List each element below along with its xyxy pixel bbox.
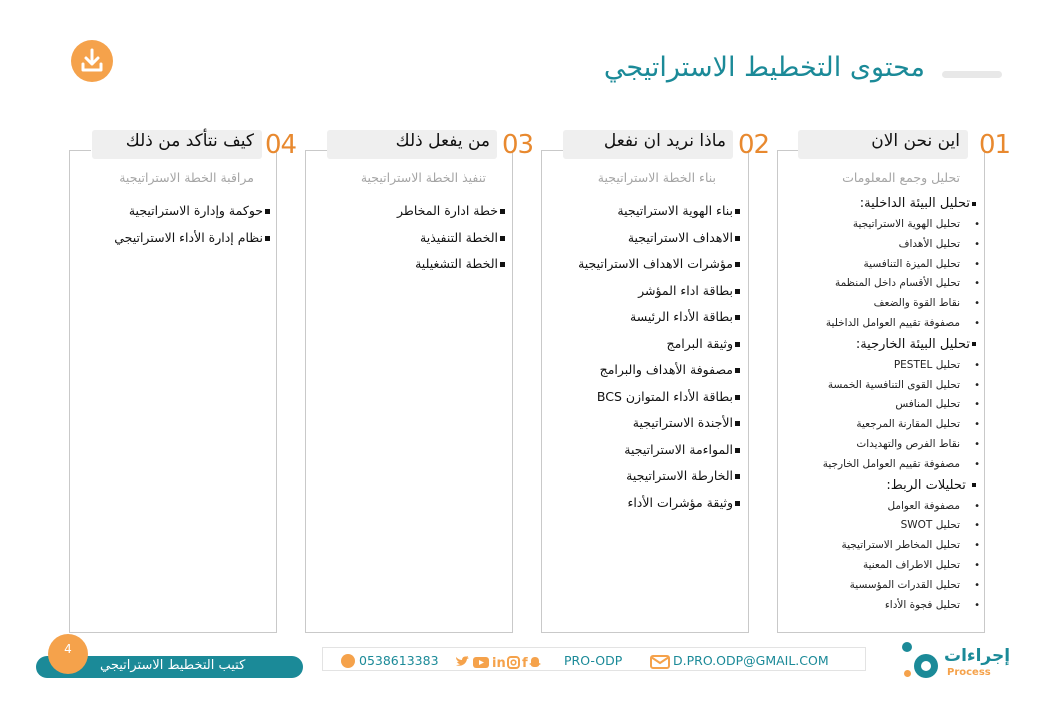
email-icon xyxy=(650,655,670,669)
list-item: • تحليل الاطراف المعنية xyxy=(823,556,976,576)
column-01-subtitle: تحليل وجمع المعلومات xyxy=(842,170,960,185)
list-item: بطاقة الأداء المتوازن BCS xyxy=(578,384,740,411)
list-item: بطاقة الأداء الرئيسة xyxy=(578,304,740,331)
list-section: تحليلات الربط: xyxy=(823,475,976,497)
list-item: الاهداف الاستراتيجية xyxy=(578,225,740,252)
list-item: • تحليل القدرات المؤسسية xyxy=(823,576,976,596)
logo xyxy=(900,640,1010,685)
twitter-icon xyxy=(456,656,469,666)
list-item: • تحليل المخاطر الاستراتيجية xyxy=(823,536,976,556)
linkedin-icon: in xyxy=(492,656,506,669)
list-item: مصفوفة الأهداف والبرامج xyxy=(578,357,740,384)
list-item: • تحليل المقارنة المرجعية xyxy=(823,415,976,435)
list-item: الخطة التشغيلية xyxy=(397,251,505,278)
list-item: • تحليل القوى التنافسية الخمسة xyxy=(823,376,976,396)
list-item: • تحليل الأقسام داخل المنظمة xyxy=(823,274,976,294)
list-item: مؤشرات الاهداف الاستراتيجية xyxy=(578,251,740,278)
column-03-list xyxy=(397,198,505,278)
title-decoration xyxy=(942,71,1002,78)
column-02-subtitle: بناء الخطة الاستراتيجية xyxy=(597,170,716,185)
logo-text: إجراءات xyxy=(944,646,1011,666)
facebook-icon: f xyxy=(522,656,528,669)
instagram-icon xyxy=(508,657,519,668)
list-item: • مصفوفة تقييم العوامل الخارجية xyxy=(823,455,976,475)
list-item: • تحليل الميزة التنافسية xyxy=(823,255,976,275)
whatsapp-icon xyxy=(341,654,355,668)
list-item: وثيقة البرامج xyxy=(578,331,740,358)
list-item: • نقاط القوة والضعف xyxy=(823,294,976,314)
list-item: المواءمة الاستراتيجية xyxy=(578,437,740,464)
column-03-number: 03 xyxy=(502,130,534,160)
list-item: • تحليل فجوة الأداء xyxy=(823,596,976,616)
column-04-list xyxy=(114,198,270,251)
list-item: • مصفوفة تقييم العوامل الداخلية xyxy=(823,314,976,334)
column-01-title: اين نحن الان xyxy=(871,131,960,151)
column-04-title: كيف نتأكد من ذلك xyxy=(125,131,254,151)
list-section: تحليل البيئة الداخلية: xyxy=(823,193,976,215)
column-02-list xyxy=(578,198,740,516)
list-item: الأجندة الاستراتيجية xyxy=(578,410,740,437)
column-04-subtitle: مراقبة الخطة الاستراتيجية xyxy=(119,170,254,185)
list-section: تحليل البيئة الخارجية: xyxy=(823,334,976,356)
column-04-number: 04 xyxy=(265,130,297,160)
list-item: • تحليل PESTEL xyxy=(823,356,976,376)
list-item: • تحليل SWOT xyxy=(823,516,976,536)
logo-subtext: Process xyxy=(947,667,991,678)
column-01-number: 01 xyxy=(979,130,1011,160)
list-item: • مصفوفة العوامل xyxy=(823,497,976,517)
book-title: كتيب التخطيط الاستراتيجي xyxy=(100,658,246,673)
download-button[interactable] xyxy=(71,40,113,82)
download-icon xyxy=(71,40,113,82)
phone-number: 0538613383 xyxy=(359,653,439,668)
list-item: نظام إدارة الأداء الاستراتيجي xyxy=(114,225,270,252)
column-02-number: 02 xyxy=(738,130,770,160)
list-item: الخارطة الاستراتيجية xyxy=(578,463,740,490)
list-item: • تحليل الأهداف xyxy=(823,235,976,255)
list-item: بناء الهوية الاستراتيجية xyxy=(578,198,740,225)
email-address: D.PRO.ODP@GMAIL.COM xyxy=(673,653,829,668)
list-item: • تحليل المنافس xyxy=(823,395,976,415)
list-item: بطاقة اداء المؤشر xyxy=(578,278,740,305)
page-title: محتوى التخطيط الاستراتيجي xyxy=(603,52,925,83)
list-item: • نقاط الفرص والتهديدات xyxy=(823,435,976,455)
column-02-title: ماذا نريد ان نفعل xyxy=(603,131,726,151)
list-item: • تحليل الهوية الاستراتيجية xyxy=(823,215,976,235)
list-item: حوكمة وإدارة الاستراتيجية xyxy=(114,198,270,225)
social-icons xyxy=(455,654,563,668)
list-item: خطة ادارة المخاطر xyxy=(397,198,505,225)
list-item: وثيقة مؤشرات الأداء xyxy=(578,490,740,517)
column-03-title: من يفعل ذلك xyxy=(395,131,490,151)
column-01-list xyxy=(823,193,976,615)
column-03-subtitle: تنفيذ الخطة الاستراتيجية xyxy=(360,170,486,185)
snapchat-icon xyxy=(529,657,541,667)
page-number: 4 xyxy=(64,642,72,656)
list-item: الخطة التنفيذية xyxy=(397,225,505,252)
social-handle: PRO-ODP xyxy=(564,653,623,668)
